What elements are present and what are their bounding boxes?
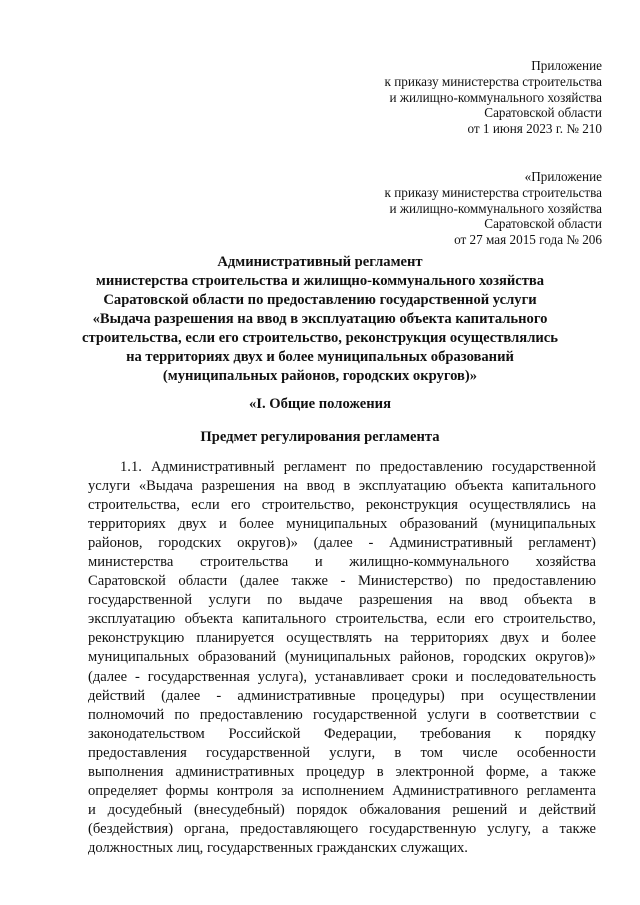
paragraph-line [88, 496, 596, 515]
paragraph-word: (далее [88, 668, 128, 685]
paragraph-word: и [218, 516, 227, 533]
paragraph-line [88, 782, 596, 801]
paragraph-word: обжалования [359, 801, 441, 818]
paragraph-word: (далее [313, 535, 353, 552]
paragraph-word: решений [452, 801, 508, 818]
attachment-line: к приказу министерства строительства [384, 184, 602, 200]
paragraph-line [88, 458, 596, 477]
paragraph-word: округов)» [237, 535, 298, 552]
paragraph-word: по [465, 573, 481, 590]
paragraph-word: предоставлению [199, 706, 303, 723]
paragraph-word: (бездействия) [88, 820, 174, 837]
paragraph-word: гражданских [316, 839, 401, 856]
attachment-line: Приложение [531, 58, 602, 73]
paragraph-word: с [589, 706, 596, 723]
paragraph-line [88, 668, 596, 687]
paragraph-word: регламент [283, 459, 347, 475]
paragraph-word: требования [420, 725, 491, 742]
document-title [60, 253, 580, 386]
paragraph-word: и [519, 801, 527, 818]
paragraph-word: территориях [88, 516, 166, 533]
paragraph-word: к [514, 725, 522, 742]
paragraph-word: образований [197, 649, 277, 666]
paragraph-word: административные [237, 687, 356, 704]
paragraph-word: предоставляющего [240, 820, 359, 837]
paragraph-word: хозяйства [535, 554, 596, 571]
paragraph-line [88, 820, 596, 839]
attachment-line: Саратовской области [484, 105, 602, 121]
title-line: «Выдача разрешения на ввод в эксплуатацию объекта капитального [92, 311, 548, 327]
paragraph-word: предоставлению [493, 573, 596, 590]
paragraph-word: «Выдача [138, 478, 193, 495]
paragraph-word: муниципальных [88, 649, 190, 666]
paragraph-line [88, 534, 596, 553]
paragraph-word: числе [462, 744, 498, 761]
subsection-heading: Предмет регулирования регламента [200, 429, 440, 445]
paragraph-word: его [474, 611, 494, 628]
paragraph-word: районов, [88, 535, 143, 552]
attachment-line: «Приложение [524, 169, 602, 184]
paragraph-word: образований [399, 516, 478, 533]
attachment-line: от 1 июня 2023 г. № 210 [467, 121, 602, 137]
paragraph-line [88, 725, 596, 744]
paragraph-word: - [368, 535, 374, 552]
title-line: Саратовской области по предоставлению государственной услуги [103, 292, 537, 308]
title-line: министерства строительства и жилищно-коммунального хозяйства [95, 273, 545, 289]
paragraph-word: по [355, 459, 371, 475]
paragraph-word: если [191, 497, 220, 514]
paragraph-word: эксплуатацию [88, 611, 176, 628]
paragraph-word: планируется [196, 630, 275, 647]
paragraph-word: районов, [399, 649, 455, 666]
paragraph-word: (внесудебный) [194, 801, 285, 818]
paragraph-word: устанавливает [314, 668, 404, 685]
paragraph-word: государственных [206, 839, 317, 856]
paragraph-word: - [340, 573, 346, 590]
paragraph-word: Административный [389, 535, 513, 552]
paragraph-word: осуществлении [499, 687, 596, 704]
paragraph-word: более [561, 630, 596, 647]
paragraph-word: объекта [524, 592, 573, 609]
paragraph-word: двух [178, 516, 207, 533]
paragraph-word: в [588, 592, 596, 609]
paragraph-word: в [343, 478, 351, 495]
paragraph-word: государственной [88, 592, 193, 609]
paragraph-word: действий [88, 687, 146, 704]
paragraph-word: Административного [392, 782, 519, 799]
paragraph-word: Министерство) [357, 573, 453, 590]
paragraph-word: выполнения [88, 763, 164, 780]
attachment-line: Саратовской области [484, 216, 602, 232]
paragraph-word: (далее [161, 687, 201, 704]
paragraph-word: ввод [479, 592, 508, 609]
paragraph-word: услуги [208, 592, 251, 609]
paragraph-word: - [135, 668, 140, 685]
paragraph-word: на [384, 630, 399, 647]
paragraph-word: том [420, 744, 443, 761]
paragraph-word: формы [165, 782, 209, 799]
paragraph-word: жилищно-коммунального [349, 554, 509, 571]
paragraph-word: государственной [312, 706, 417, 723]
paragraph-word: Административный [151, 459, 275, 475]
paragraph-word: в [376, 763, 384, 780]
paragraph-word: полномочий [88, 706, 165, 723]
paragraph-word: последовательность [471, 668, 596, 685]
paragraph-word: Российской [228, 725, 301, 742]
attachment-block-previous [385, 169, 602, 248]
paragraph-word: контроля [216, 782, 274, 799]
paragraph-word: двух [500, 630, 530, 647]
paragraph-line [88, 629, 596, 648]
paragraph-word: а [542, 820, 549, 837]
paragraph-word: на [448, 592, 464, 609]
paragraph-word: и [541, 630, 550, 647]
paragraph-line [88, 572, 596, 591]
paragraph-word: порядок [296, 801, 348, 818]
title-line: (муниципальных районов, городских округов)» [162, 368, 478, 384]
paragraph-word: Саратовской [88, 573, 166, 590]
paragraph-word: муниципальных [286, 516, 388, 533]
paragraph-word: разрешения [201, 478, 275, 495]
paragraph-word: и [88, 801, 96, 818]
paragraph-word: (муниципальных [284, 649, 391, 666]
paragraph-word: если [436, 611, 466, 628]
paragraph-word: сроки [411, 668, 448, 685]
paragraph-word: процедур [306, 763, 365, 780]
paragraph-word: - [216, 687, 222, 704]
paragraph-word: строительство, [261, 497, 355, 514]
paragraph-1 [88, 458, 596, 858]
paragraph-line [88, 515, 596, 534]
paragraph-word: строительства, [335, 611, 428, 628]
paragraph-word: за [281, 782, 294, 799]
title-line: на территориях двух и более муниципальных образований [126, 349, 514, 365]
paragraph-line [88, 839, 596, 858]
paragraph-word: объекта [184, 611, 233, 628]
paragraph-word: процедуры) [371, 687, 445, 704]
paragraph-word: округов)» [535, 649, 596, 666]
paragraph-word: на [581, 497, 596, 514]
paragraph-line [88, 591, 596, 610]
paragraph-word: и [314, 554, 323, 571]
paragraph-word: исполнением [301, 782, 384, 799]
attachment-line: от 27 мая 2015 года № 206 [454, 232, 602, 248]
paragraph-word: городских [158, 535, 222, 552]
paragraph-word: строительство, [503, 611, 596, 628]
paragraph-word: а [541, 763, 548, 780]
paragraph-word: реконструкция [365, 497, 458, 514]
paragraph-word: законодательством [88, 725, 205, 742]
title-line: строительства, если его строительство, реконструкция осуществлялись [82, 330, 558, 346]
paragraph-word: ввод [306, 478, 335, 495]
paragraph-word: капитального [511, 478, 596, 495]
paragraph-word: капитального [242, 611, 327, 628]
paragraph-word: услуги, [329, 744, 376, 761]
attachment-block-current [385, 58, 602, 137]
paragraph-word: административных [175, 763, 295, 780]
paragraph-word: территориях [410, 630, 489, 647]
paragraph-word: регламента [526, 782, 596, 799]
paragraph-word: порядку [545, 725, 596, 742]
paragraph-word: городских [463, 649, 527, 666]
paragraph-word: услуги [427, 706, 470, 723]
paragraph-word: должностных [88, 839, 177, 856]
paragraph-word: более [239, 516, 274, 533]
paragraph-word: 1.1. [120, 459, 142, 475]
paragraph-word: строительства [199, 554, 289, 571]
paragraph-word: органа, [184, 820, 230, 837]
paragraph-word: по [174, 706, 190, 723]
title-line: Административный регламент [217, 254, 423, 270]
paragraph-line [88, 687, 596, 706]
paragraph-word: осуществлялись [469, 497, 571, 514]
attachment-line: к приказу министерства строительства [384, 73, 602, 89]
paragraph-word: при [460, 687, 484, 704]
paragraph-word: государственной [491, 459, 596, 475]
paragraph-word: выдаче [298, 592, 343, 609]
paragraph-line [88, 706, 596, 725]
paragraph-word: услугу, [487, 820, 532, 837]
paragraph-word: и [455, 668, 464, 685]
paragraph-word: определяет [88, 782, 158, 799]
paragraph-word: регламент) [528, 535, 596, 552]
paragraph-word: Федерации, [324, 725, 397, 742]
paragraph-word: эксплуатацию [358, 478, 447, 495]
paragraph-word: также [559, 763, 596, 780]
paragraph-line [88, 801, 596, 820]
paragraph-word: (далее [239, 573, 279, 590]
paragraph-line [88, 477, 596, 496]
paragraph-word: государственная [147, 668, 250, 685]
paragraph-word: осуществлять [286, 630, 373, 647]
paragraph-word: по [267, 592, 283, 609]
paragraph-word: в [394, 744, 402, 761]
paragraph-word: служащих. [400, 839, 468, 856]
paragraph-word: его [230, 497, 251, 514]
section-heading: «I. Общие положения [249, 396, 391, 412]
paragraph-word: (муниципальных [490, 516, 596, 533]
paragraph-word: строительства, [88, 497, 180, 514]
attachment-line: и жилищно-коммунального хозяйства [389, 89, 602, 105]
paragraph-word: на [283, 478, 298, 495]
paragraph-word: также [291, 573, 328, 590]
paragraph-line [88, 744, 596, 763]
paragraph-word: министерства [88, 554, 174, 571]
paragraph-word: лиц, [176, 839, 207, 856]
paragraph-word: реконструкцию [88, 630, 185, 647]
paragraph-word: форме, [485, 763, 530, 780]
paragraph-word: государственную [369, 820, 477, 837]
paragraph-word: соответствии [496, 706, 580, 723]
paragraph-word: в [479, 706, 487, 723]
paragraph-word: досудебный [107, 801, 183, 818]
paragraph-word: услуга), [257, 668, 308, 685]
paragraph-word: государственной [206, 744, 311, 761]
paragraph-word: объекта [454, 478, 504, 495]
paragraph-word: предоставлению [379, 459, 483, 475]
paragraph-line [88, 648, 596, 667]
paragraph-word: особенности [516, 744, 596, 761]
paragraph-word: области [178, 573, 228, 590]
paragraph-line [88, 763, 596, 782]
paragraph-word: электронной [395, 763, 475, 780]
paragraph-word: разрешения [359, 592, 433, 609]
paragraph-word: также [559, 820, 596, 837]
paragraph-word: действий [538, 801, 596, 818]
paragraph-line [88, 610, 596, 629]
paragraph-line [88, 553, 596, 572]
paragraph-word: услуги [88, 478, 131, 495]
paragraph-word: предоставления [88, 744, 187, 761]
attachment-line: и жилищно-коммунального хозяйства [389, 200, 602, 216]
